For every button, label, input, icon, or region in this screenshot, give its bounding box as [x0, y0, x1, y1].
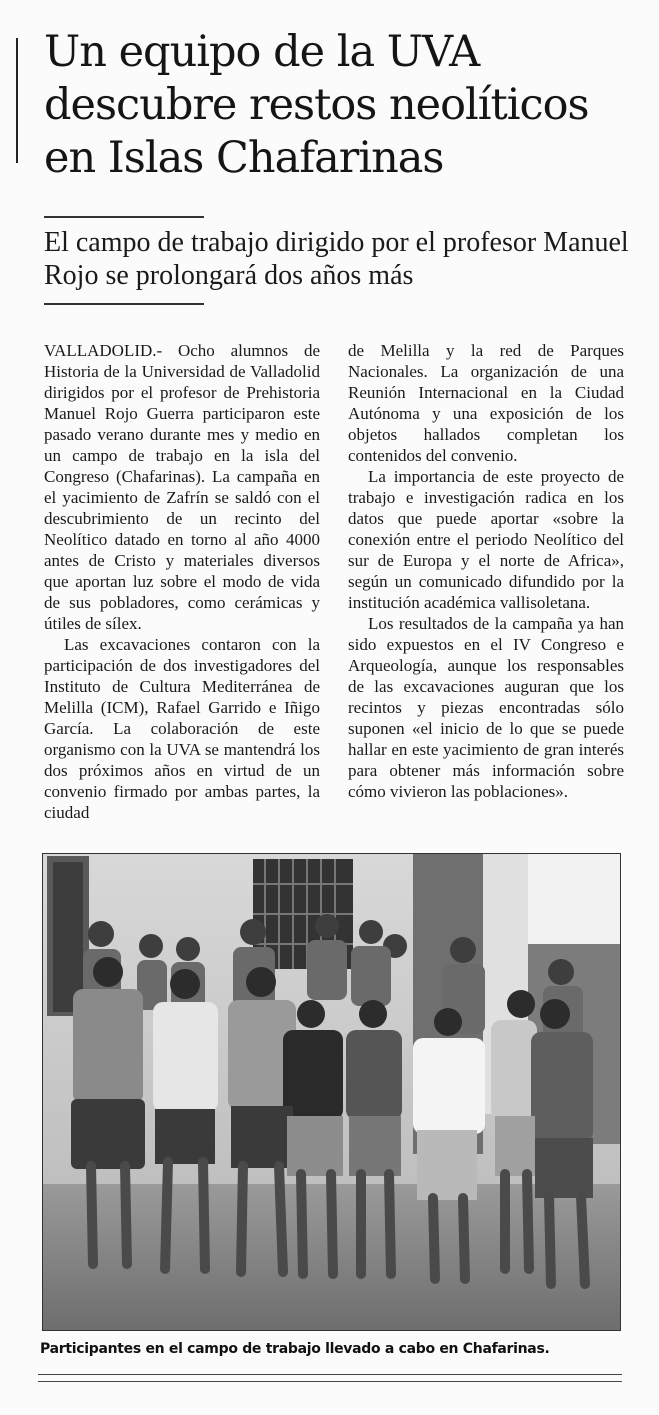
group-photo-illustration: [43, 854, 620, 1330]
margin-rule: [16, 38, 18, 163]
body-column-right: [348, 340, 624, 802]
paragraph-2-continued: de Melilla y la red de Parques Nacionales. La organización de una Reunión Internacional en la Ciudad Autónoma y una exposición de los objetos hallados completan los contenidos del convenio.: [348, 341, 624, 465]
headline: Un equipo de la UVA descubre restos neolíticos en Islas Chafarinas: [44, 27, 589, 183]
subheadline-divider: [44, 303, 204, 305]
paragraph-1: VALLADOLID.- Ocho alumnos de Historia de la Universidad de Valladolid dirigidos por el profesor de Prehistoria Manuel Rojo Guerra participaron este pasado verano durante mes y medio en un campo de trabajo en la isla del Congreso (Chafarinas). La campaña en el yacimiento de Zafrín se saldó con el descubrimiento de un recinto del Neolítico datado en torno al año 4000 antes de Cristo y materiales diversos que aportan luz sobre el modo de vida de sus pobladores, como cerámicas y útiles de sílex.: [44, 341, 320, 633]
headline-divider: [44, 216, 204, 218]
body-column-left: [44, 340, 320, 823]
paragraph-2: Las excavaciones contaron con la participación de dos investigadores del Instituto de Cultura Mediterránea de Melilla (ICM), Rafael Garrido e Iñigo García. La colaboración de este organismo con la UVA se mantendrá los dos próximos años en virtud de un convenio firmado por ambas partes, la ciudad: [44, 635, 320, 822]
bottom-rule-top: [38, 1374, 622, 1375]
paragraph-3: La importancia de este proyecto de trabajo e investigación radica en los datos que puede aportar «sobre la conexión entre el periodo Neolítico del sur de Europa y el norte de Africa», según un comunicado difundido por la institución académica vallisoletana.: [348, 467, 624, 612]
bottom-rule-bottom: [38, 1381, 622, 1382]
subheadline: El campo de trabajo dirigido por el profesor Manuel Rojo se prolongará dos años más: [44, 227, 629, 291]
group-photo: [42, 853, 621, 1331]
paragraph-4: Los resultados de la campaña ya han sido expuestos en el IV Congreso e Arqueología, aunque los responsables de las excavaciones auguran que los recintos y piezas encontradas sólo suponen «el inicio de lo que se puede hallar en este yacimiento de gran interés para obtener más información sobre cómo vivieron las poblaciones».: [348, 614, 624, 801]
photo-caption: Participantes en el campo de trabajo llevado a cabo en Chafarinas.: [40, 1341, 550, 1357]
